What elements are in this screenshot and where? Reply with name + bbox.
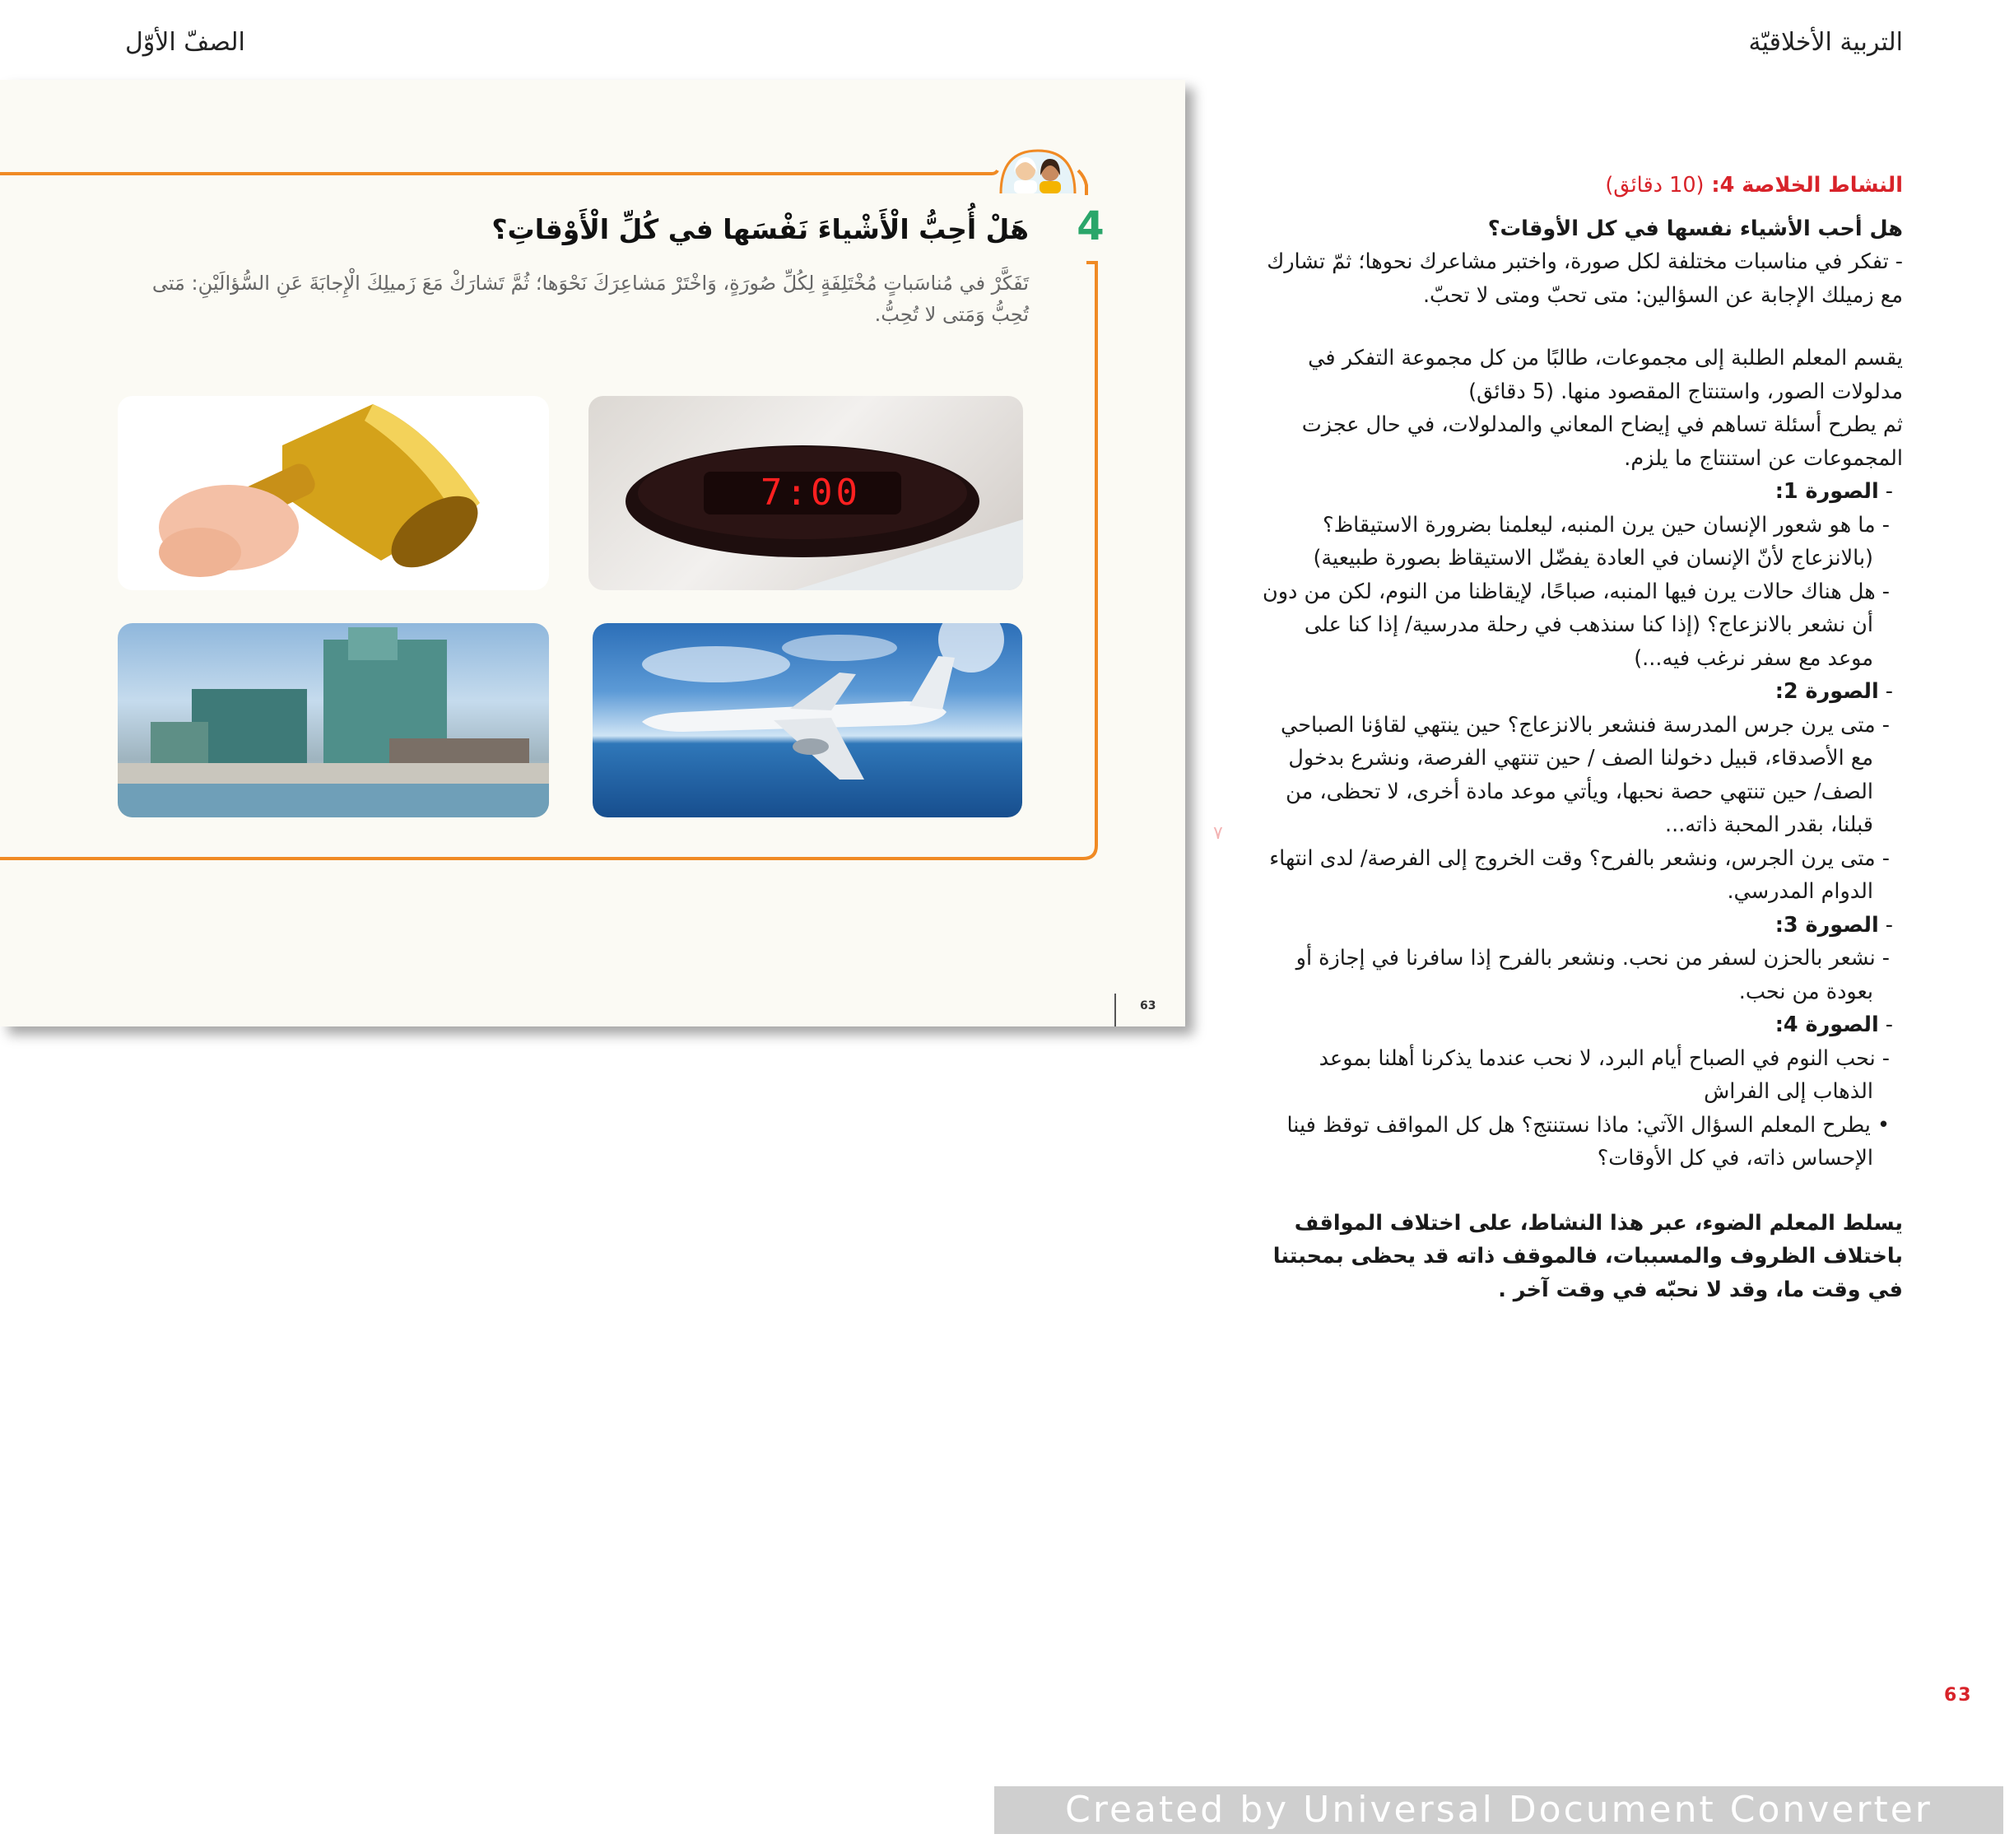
guide-paragraph-2: ثم يطرح أسئلة تساهم في إيضاح المعاني والمدلولات، في حال عجزت المجموعات عن استنتاج ما يلزم. [1301,412,1903,471]
image-2-label: - الصورة 2: [1261,675,1903,709]
image-1-label: - الصورة 1: [1261,475,1903,509]
school-bell-photo [118,396,549,590]
image-1-item-1: - ما هو شعور الإنسان حين يرن المنبه، ليعلمنا بضرورة الاستيقاظ؟ (بالانزعاج لأنّ الإنسان في العادة يفضّل الاستيقاظ بصورة طبيعية) [1261,509,1903,575]
activity-heading-label: النشاط الخلاصة 4: [1711,173,1903,198]
teacher-guide [1261,169,1903,1306]
airplane-photo [593,623,1022,817]
alarm-clock-photo [588,396,1023,590]
grade-header: الصفّ الأوّل [125,28,245,57]
activity-duration: (10 دقائق) [1605,173,1705,198]
conclusion-bullet: • يطرح المعلم السؤال الآتي: ماذا نستنتج؟ هل كل المواقف توقظ فينا الإحساس ذاته، في كل الأوقات؟ [1261,1109,1903,1175]
image-2-item-2: - متى يرن الجرس، ونشعر بالفرح؟ وقت الخروج إلى الفرصة/ لدى انتهاء الدوام المدرسي. [1261,842,1903,909]
student-page-number: 63 [1140,999,1156,1012]
student-page [0,80,1185,1026]
image-3-item-1: - نشعر بالحزن لسفر من نحب. ونشعر بالفرح إذا سافرنا في إجازة أو بعودة من نحب. [1261,942,1903,1008]
activity-heading [1261,169,1903,202]
image-2-item-1: - متى يرن جرس المدرسة فنشعر بالانزعاج؟ حين ينتهي لقاؤنا الصباحي مع الأصدقاء، قبيل دخولنا الصف / حين تنتهي الفرصة، ونشرع بدخول الصف/ حين تنتهي حصة نحبها، ويأتي موعد مادة أخرى، لا تحظى، من قبلنا، بقدر المحبة ذاته... [1261,709,1903,842]
subject-header: التربية الأخلاقيّة [1748,28,1903,57]
side-mark: ٧ [1213,823,1223,844]
image-4-item-1: - نحب النوم في الصباح أيام البرد، لا نحب عندما يذكرنا أهلنا بموعد الذهاب إلى الفراش [1261,1042,1903,1109]
clock-display: 7:00 [760,472,861,514]
city-buildings-photo [118,623,549,817]
closing-paragraph: يسلط المعلم الضوء، عبر هذا النشاط، على اختلاف المواقف باختلاف الظروف والمسببات، فالموقف ذاته قد يحظى بمحبتنا في وقت ما، وقد لا نحبّه في وقت آخر . [1272,1210,1903,1302]
image-1-item-2: - هل هناك حالات يرن فيها المنبه، صباحًا، لإيقاظنا من النوم، لكن من دون أن نشعر بالانزعاج؟ (إذا كنا سنذهب في رحلة مدرسية/ إذا كنا على موعد مع سفر نرغب فيه...) [1261,575,1903,676]
activity-title: هَلْ أُحِبُّ الْأَشْياءَ نَفْسَها في كُلِّ الْأَوْقاتِ؟ [491,213,1029,245]
image-3-label: - الصورة 3: [1261,909,1903,943]
activity-number: 4 [1077,203,1105,249]
image-4-label: - الصورة 4: [1261,1008,1903,1042]
guide-intro: - تفكر في مناسبات مختلفة لكل صورة، واختبر مشاعرك نحوها؛ ثمّ تشارك مع زميلك الإجابة عن السؤالين: متى تحبّ ومتى لا تحبّ. [1267,249,1903,308]
guide-paragraph-1: يقسم المعلم الطلبة إلى مجموعات، طالبًا من كل مجموعة التفكر في مدلولات الصور، واستنتاج المقصود منها. (5 دقائق) [1308,346,1903,404]
guide-question: هل أحب الأشياء نفسها في كل الأوقات؟ [1487,216,1903,241]
activity-instructions: تَفَكَّرْ في مُناسَباتٍ مُخْتَلِفَةٍ لِكُلِّ صُورَةٍ، وَاخْتَرْ مَشاعِرَكَ نَحْوَها؛ ثُمَّ تَشارَكْ مَعَ زَميلِكَ الْإِجابَةَ عَنِ السُّؤالَيْنِ: مَتى تُحِبُّ وَمَتى لا تُحِبُّ. [151,272,1029,326]
students-avatar-icon [998,147,1078,193]
watermark: Created by Universal Document Converter [994,1786,2003,1834]
page-number: 63 [1944,1685,1973,1706]
